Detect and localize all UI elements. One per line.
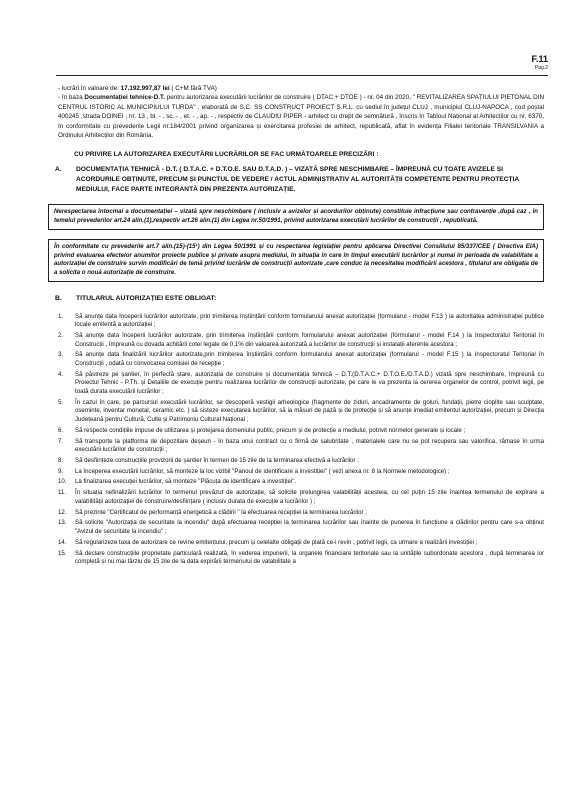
list-item-text: În cazul în care, pe parcursul executării lucrărilor, se descoperă vestigii arheologice (fragmente de ziduri, ancadramente de goluri, fundații, pietre cioplite sau sculptate, oseminte, inventar monetar, ceramic etc. ) să sisteze executarea lucrărilor, să ia măsuri de pază și de protecție și să anunțe imediat emitentul autorizației, precum și Direcția Județeană pentru Cultură, Culte și Patrimoniu Cultural Național ;: [75, 398, 544, 423]
list-item-text: Să păstreze pe șantier, în perfectă stare, autorizația de construire și documentația tehnică – D.T.(D.T.A.C.+ D.T.O.E./D.T.A.D.) vizată spre neschimbare, împreună cu Proiectul Tehnic - P.Th. și Detaliile de execuție pentru realizarea lucrărilor de construcții autorizate, pe care le va prezenta la cererea organelor de control, potrivit legii, pe toată durata executării lucrărilor ;: [75, 370, 544, 395]
list-item-number: 1.: [58, 312, 64, 320]
doc-prefix: - în baza: [58, 94, 85, 102]
notice-box-conformitate: În conformitate cu prevederile art.7 alin.(15)-(15¹) din Legea 50/1991 și cu respectarea legislației pentru aplicarea Directivei Consiliului 85/337/CEE ( Directiva EIA) privind evaluarea efectelor anumitor proiecte publice și private asupra mediului, în situația în care în timpul executării lucrărilor și numai în perioada de valabilitate a autorizației de construire survin modificări de temă privind lucrările de construcții autorizate ,care conduc la necesitatea modificării acestora , titularul are obligația de a solicita o nouă autorizație de construire.: [48, 239, 544, 283]
value-prefix: - lucrări în valoare de:: [58, 85, 121, 92]
list-item-text: Să declare construcțiile proprietate particulară realizată, în vederea impunerii, la organele financiare teritoriale sau la unitățile subordonate acestora , după terminarea lor completă și nu mai târziu de 15 zile de la data expirării termenului de valabilitate a: [75, 549, 544, 566]
value-line: [58, 84, 544, 93]
list-item: [58, 550, 544, 567]
list-item-text: La începerea executării lucrărilor, să monteze la loc vizibil "Panoul de identificare a investiției" ( vezi anexa nr. 8 la Normele metodologice) ;: [75, 467, 450, 475]
list-item: [58, 438, 544, 455]
value-amount: 17.192.997,87 lei: [120, 85, 170, 92]
notice-box-nerespectarea: Nerespectarea întocmai a documentației – vizată spre neschimbare ( inclusiv a avizelor și acordurilor obținute) constituie infracțiune sau contravenție ,după caz , în temeiul prevederilor art.24 alin.(1),respectiv art.26 alin.(1) din Legea nr.50/1991, privind autorizarea executării lucrărilor de construcții , republicată.: [48, 204, 544, 230]
list-item-text: Să transporte la platforma de depozitare deșeuri - în baza unui contract cu o firmă de salubritate , materialele care nu se pot recupera sau valorifica, rămase în urma executării lucrărilor de construcții ;: [75, 437, 544, 454]
list-item-number: 11.: [58, 489, 67, 497]
section-a-letter: A.: [55, 165, 62, 173]
list-item: [58, 351, 544, 368]
value-suffix: ( C+M fără TVA): [169, 85, 217, 92]
list-item-text: La finalizarea execuției lucrărilor, să monteze "Plăcuța de identificare a investiției".: [75, 478, 297, 486]
list-item: [58, 427, 544, 436]
list-item-text: Să prezinte "Certificatul de performanță energetică a clădirii " la efectuarea recepției la terminarea lucrărilor ;: [75, 508, 367, 516]
list-item: [58, 457, 544, 466]
list-item-text: Să anunțe data finalizării lucrărilor autorizate,prin trimiterea înștiințării conform formularului anexat autorizației (formularul - model F.15 ) la Inspectoratul Teritorial în Construcții , odată cu convocarea comisiei de recepție ;: [75, 351, 544, 368]
list-item: [58, 332, 544, 349]
form-code: F.11: [531, 54, 548, 64]
list-item-text: Să desființeze construcțiile provizorii de șantier în termen de 15 zile de la terminarea efectivă a lucrărilor ;: [75, 456, 359, 464]
list-item-text: Să solicite "Autorizația de securitate la incendiu" după efectuarea recepției la terminarea lucrărilor sau înainte de punerea în funcțiune a clădirilor pentru care s-a obținut "Avizul de securitate la incendiu" ;: [75, 519, 544, 535]
list-item: [58, 313, 544, 330]
list-item: [58, 519, 544, 536]
header-divider: [56, 75, 548, 76]
list-item-number: 8.: [58, 456, 64, 464]
list-item-number: 6.: [58, 426, 64, 434]
list-item-text: Să respecte condițiile impuse de utilizarea și protejarea domeniului public, precum și de protecție a mediului, potrivit normelor generale și locale ;: [75, 426, 466, 434]
list-item-text: Să regularizeze taxa de autorizare ce revine emitentului, precum și celelalte obligații de plată ce-i revin , potrivit legii, ca urmare a realizării investiției ;: [75, 538, 478, 546]
list-item-text: Să anunțe data începerii lucrărilor autorizate, prin trimiterea înștiințării conform formularului anexat autorizației (formularul - model F.14 ) la Inspectoratul Teritorial în Construcții , împreună cu dovada achitării cotei legale de 0,1% din valoarea autorizată a lucrărilor de construcții și instalații aferente acestora ;: [75, 332, 544, 348]
list-item: [58, 539, 544, 548]
section-a: [55, 165, 544, 195]
section-b-letter: B.: [55, 295, 62, 303]
list-item-number: 12.: [58, 508, 67, 516]
list-item-number: 13.: [58, 519, 67, 527]
document-body: [54, 84, 544, 569]
list-item: [58, 509, 544, 518]
doc-title: Documentației tehnice-D.T.: [84, 94, 165, 102]
list-item: [58, 489, 544, 506]
list-item-number: 5.: [58, 398, 64, 406]
obligations-list: [58, 313, 544, 567]
list-item-number: 10.: [58, 478, 67, 486]
list-item-number: 4.: [58, 370, 64, 378]
section-b: [55, 294, 544, 303]
doc-details: pentru autorizarea executării lucrărilor de construire ( DTAC + DTOE ) - nr. 04 din 2020, " REVITALIZAREA SPAȚIULUI PIETONAL DIN CENTRUL ISTORIC AL MUNICIPIULUI TURDA" , elaborată de S.C. SS CONSTRUCT PROIECT S.R.L. cu sediul în județul CLUJ , municipiul CLUJ-NAPOCA , cod poștal 400245 ,strada DOINEI , nr. 13 , bl. - , sc. - , et. - , ap. - , respectiv de CLAUDIU PIPER - arhitect cu drept de semnătură , înscris în Tabloul Național al Arhitecților cu nr. 6370, în conformitate cu prevederile Legii nr.184/2001 privind organizarea și exercitarea profesiei de arhitect, republicată, aflat în evidența Filialei teritoriale TRANSILVANIA a Ordinului Arhitecților din România.: [58, 94, 544, 140]
list-item: [58, 468, 544, 477]
list-item: [58, 478, 544, 487]
documentation-paragraph: [58, 93, 544, 140]
list-item-number: 2.: [58, 332, 64, 340]
list-item-text: Să anunțe data începerii lucrărilor autorizate, prin trimiterea înștiințării conform formularului anexat autorizației (formularul - model F.13 ) la autoritatea administrației publice locale emitentă a autorizației ;: [75, 312, 544, 329]
list-item-number: 3.: [58, 351, 64, 359]
list-item: [58, 399, 544, 425]
precizari-heading: CU PRIVIRE LA AUTORIZAREA EXECUTĂRII LUCRĂRILOR SE FAC URMĂTOARELE PRECIZĂRI :: [74, 151, 379, 159]
list-item-number: 14.: [58, 538, 67, 546]
list-item-number: 15.: [58, 549, 67, 557]
section-b-title: TITULARUL AUTORIZAȚIEI ESTE OBLIGAT:: [76, 295, 217, 303]
list-item-number: 7.: [58, 437, 64, 445]
section-a-text: DOCUMENTAȚIA TEHNICĂ - D.T. ( D.T.A.C. + D.T.O.E. SAU D.T.A.D. ) – VIZATĂ SPRE NESCHIMBARE – ÎMPREUNĂ CU TOATE AVIZELE ȘI ACORDURILE OBȚINUTE, PRECUM ȘI PUNCTUL DE VEDERE / ACTUL ADMINISTRATIV AL AUTORITĂȚII COMPETENTE PENTRU PROTECȚIA MEDIULUI, FACE PARTE INTEGRANTĂ DIN PREZENTA AUTORIZAȚIE.: [76, 165, 519, 193]
list-item-text: În situația nefinalizării lucrărilor în termenul prevăzut de autorizație, să solicite prelungirea valabilității acesteia, cu cel puțin 15 zile înaintea termenului de expirare a valabilității autorizației de construire/desființare ( inclusiv durata de execuție a lucrărilor ) ;: [75, 489, 544, 505]
page-header: [531, 54, 548, 71]
page-number: Pag.2: [534, 65, 548, 71]
list-item: [58, 371, 544, 397]
list-item-number: 9.: [58, 467, 64, 475]
intro-block: [58, 84, 544, 140]
